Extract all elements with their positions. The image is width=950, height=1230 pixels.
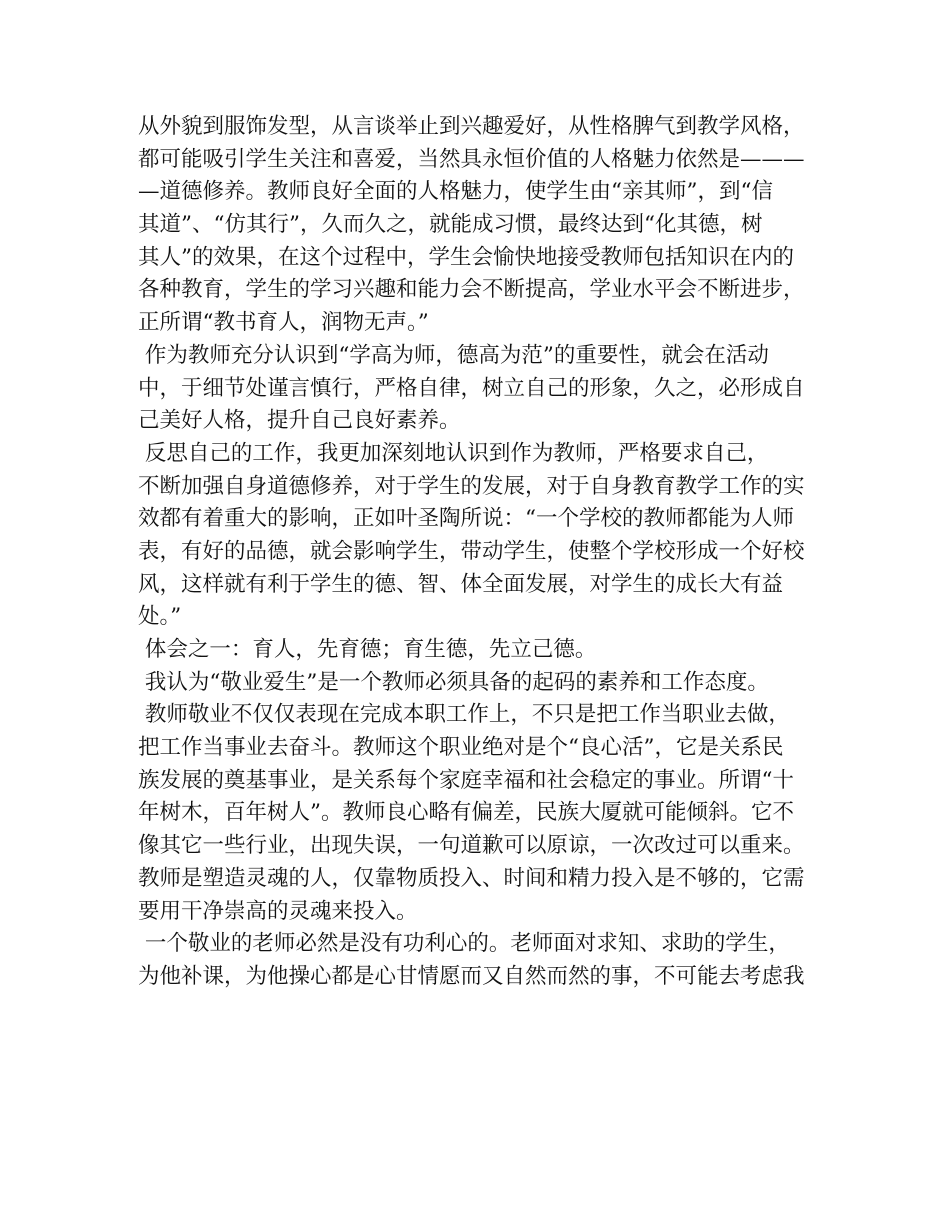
text-line: 不断加强自身道德修养，对于学生的发展，对于自身教育教学工作的实 <box>138 473 805 499</box>
text-line: 体会之一：育人，先育德；育生德，先立己德。 <box>138 637 597 662</box>
text-line: 我认为“敬业爱生”是一个教师必须具备的起码的素养和工作态度。 <box>138 669 769 695</box>
text-line: 反思自己的工作，我更加深刻地认识到作为教师，严格要求自己， <box>138 440 769 466</box>
text-line: 为他补课，为他操心都是心甘情愿而又自然而然的事，不可能去考虑我 <box>138 963 805 989</box>
text-line: 正所谓“教书育人，润物无声。” <box>138 310 429 336</box>
text-line: 处。” <box>138 604 182 630</box>
text-line: 都可能吸引学生关注和喜爱，当然具永恒价值的人格魅力依然是——— <box>138 146 805 172</box>
text-line: 中，于细节处谨言慎行，严格自律，树立自己的形象，久之，必形成自 <box>138 375 805 401</box>
text-line: 要用干净崇高的灵魂来投入。 <box>138 898 418 924</box>
text-line: 己美好人格，提升自己良好素养。 <box>138 408 461 434</box>
text-line: 从外貌到服饰发型，从言谈举止到兴趣爱好，从性格脾气到教学风格， <box>138 114 805 139</box>
text-line: 族发展的奠基事业，是关系每个家庭幸福和社会稳定的事业。所谓“十 <box>138 767 794 793</box>
text-line: 像其它一些行业，出现失误，一句道歉可以原谅，一次改过可以重来。 <box>138 833 805 859</box>
text-line: 其人”的效果，在这个过程中，学生会愉快地接受教师包括知识在内的 <box>138 244 794 270</box>
text-line: 作为教师充分认识到“学高为师，德高为范”的重要性，就会在活动 <box>138 342 769 368</box>
text-line: 把工作当事业去奋斗。教师这个职业绝对是个“良心活”，它是关系民 <box>138 735 784 761</box>
document-body-text <box>138 111 818 994</box>
text-line: 一个敬业的老师必然是没有功利心的。老师面对求知、求助的学生， <box>138 931 790 957</box>
text-line: —道德修养。教师良好全面的人格魅力，使学生由“亲其师”，到“信 <box>138 179 773 205</box>
text-line: 其道”、“仿其行”，久而久之，就能成习惯，最终达到“化其德，树 <box>138 212 763 238</box>
text-line: 各种教育，学生的学习兴趣和能力会不断提高，学业水平会不断进步， <box>138 277 805 303</box>
text-line: 效都有着重大的影响，正如叶圣陶所说：“一个学校的教师都能为人师 <box>138 506 794 532</box>
text-line: 风，这样就有利于学生的德、智、体全面发展，对学生的成长大有益 <box>138 571 784 597</box>
text-line: 年树木，百年树人”。教师良心略有偏差，民族大厦就可能倾斜。它不 <box>138 800 794 826</box>
text-line: 教师敬业不仅仅表现在完成本职工作上，不只是把工作当职业去做， <box>138 702 790 728</box>
text-line: 教师是塑造灵魂的人，仅靠物质投入、时间和精力投入是不够的，它需 <box>138 865 805 891</box>
text-line: 表，有好的品德，就会影响学生，带动学生，使整个学校形成一个好校 <box>138 538 805 564</box>
